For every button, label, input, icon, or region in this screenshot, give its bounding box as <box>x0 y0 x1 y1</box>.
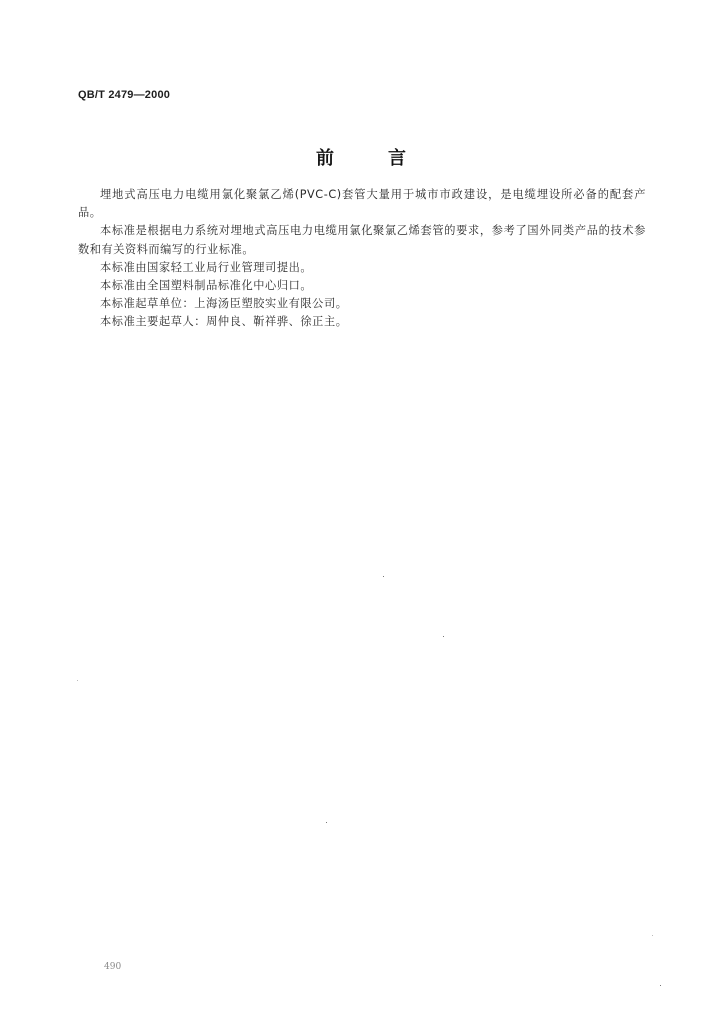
paragraph: 本标准主要起草人：周仲良、靳祥骅、徐正主。 <box>100 315 348 329</box>
scan-speck <box>383 576 384 577</box>
scan-speck <box>326 822 327 823</box>
standard-code: QB/T 2479—2000 <box>78 89 171 101</box>
scan-speck <box>443 636 444 637</box>
foreword-body <box>78 186 646 332</box>
paragraph: 本标准由全国塑料制品标准化中心归口。 <box>100 279 313 293</box>
paragraph: 本标准由国家轻工业局行业管理司提出。 <box>100 260 313 274</box>
scan-speck <box>660 985 661 986</box>
scan-speck <box>77 680 78 681</box>
page-title <box>0 144 722 170</box>
paragraph: 埋地式高压电力电缆用氯化聚氯乙烯(PVC-C)套管大量用于城市市政建设，是电缆埋设所必备的配套产品。 <box>78 188 646 220</box>
paragraph: 本标准起草单位：上海汤臣塑胶实业有限公司。 <box>100 297 348 311</box>
scan-speck <box>652 935 653 936</box>
title-char-2: 言 <box>388 148 406 169</box>
paragraph: 本标准是根据电力系统对埋地式高压电力电缆用氯化聚氯乙烯套管的要求，参考了国外同类产品的技术参数和有关资料而编写的行业标准。 <box>78 224 646 256</box>
title-char-1: 前 <box>316 148 334 169</box>
page-number: 490 <box>104 962 122 972</box>
